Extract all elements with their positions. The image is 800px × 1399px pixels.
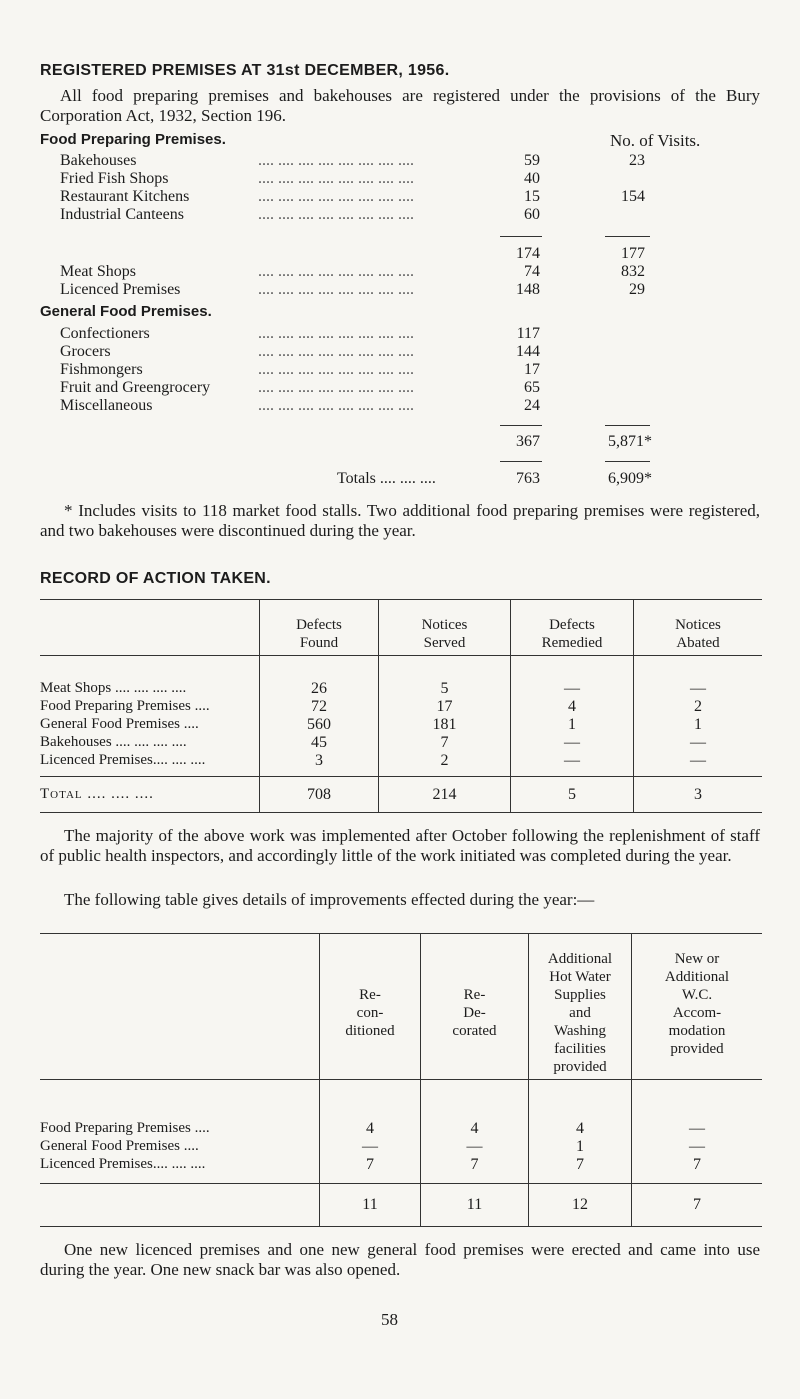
table-cell: — [690, 752, 706, 769]
list-item-count: 148 [516, 281, 540, 298]
column-header-line: corated [452, 1023, 497, 1039]
table-cell: 2 [440, 752, 449, 769]
table-cell: 4 [568, 698, 576, 715]
dot-leader: .... .... .... .... .... .... .... .... [258, 152, 414, 169]
subtotal-count: 367 [516, 433, 540, 450]
column-header-line: De- [463, 1005, 486, 1021]
table-cell: 45 [311, 734, 327, 751]
footnote: * Includes visits to 118 market food stalls. Two additional food preparing premises were registered, and two bakehouses were discontinued during the year. [40, 501, 760, 540]
table-cell: — [564, 734, 580, 751]
totals-count: 763 [516, 470, 540, 487]
dot-leader: .... .... .... .... .... .... .... .... [258, 188, 414, 205]
list-item-label: Meat Shops [60, 263, 136, 280]
table-rule [40, 1079, 762, 1080]
dot-leader: .... .... .... .... .... .... .... .... [258, 343, 414, 360]
table-cell: 1 [694, 716, 702, 733]
column-header-line: Remedied [541, 635, 603, 651]
table-rule [319, 933, 320, 1226]
table-rule [40, 1226, 762, 1227]
table-cell: 3 [315, 752, 323, 769]
column-header-line: Notices [675, 617, 721, 633]
intro-paragraph: All food preparing premises and bakehouses are registered under the provisions of the Bury Corporation Act, 1932, Section 196. [40, 86, 760, 125]
dot-leader: .... .... .... .... .... .... .... .... [258, 263, 414, 280]
column-header-line: modation [668, 1023, 726, 1039]
column-header-line: and [569, 1005, 591, 1021]
list-item-label: Restaurant Kitchens [60, 188, 190, 205]
table-cell: 708 [307, 786, 331, 803]
list-item-label: Industrial Canteens [60, 206, 184, 223]
table-total-cell: 11 [466, 1196, 483, 1213]
list-item-label: Grocers [60, 343, 111, 360]
table-cell: — [362, 1138, 378, 1155]
column-header-line: Served [423, 635, 466, 651]
list-item-visits: 23 [629, 152, 645, 169]
table-cell: 4 [576, 1120, 584, 1137]
rule [605, 461, 650, 462]
column-header-line: Re- [463, 987, 486, 1003]
table-cell: 5 [568, 786, 576, 803]
table-cell: 4 [366, 1120, 374, 1137]
list-item-count: 17 [524, 361, 540, 378]
list-item-label: Confectioners [60, 325, 150, 342]
visits-header: No. of Visits. [610, 131, 701, 150]
column-header [260, 616, 378, 652]
column-header-line: Abated [676, 635, 720, 651]
column-header-line: Found [299, 635, 339, 651]
rule [500, 236, 542, 237]
list-item-count: 40 [524, 170, 540, 187]
column-header-line: provided [670, 1041, 724, 1057]
column-header-line: Re- [359, 987, 381, 1003]
list-item-count: 24 [524, 397, 540, 414]
table-cell: 181 [432, 716, 457, 733]
general-food-heading: General Food Premises. [40, 303, 212, 320]
dot-leader: .... .... .... .... .... .... .... .... [258, 379, 414, 396]
dot-leader: .... .... .... .... .... .... .... .... [258, 325, 414, 342]
column-header-line: W.C. [681, 987, 713, 1003]
rule [605, 425, 650, 426]
list-item-visits: 154 [621, 188, 645, 205]
list-item-count: 65 [524, 379, 540, 396]
list-item-visits: 832 [621, 263, 645, 280]
dot-leader: .... .... .... .... .... .... .... .... [258, 397, 414, 414]
subtotal-visits: 177 [621, 245, 645, 262]
table-cell: — [690, 680, 706, 697]
subtotal-visits: 5,871* [608, 433, 652, 450]
table-cell: 3 [694, 786, 702, 803]
list-item-count: 117 [516, 325, 540, 342]
table-row-label: Food Preparing Premises .... [40, 1120, 210, 1136]
column-header-line: Additional [664, 969, 730, 985]
table-cell: 4 [470, 1120, 479, 1137]
table-cell: — [689, 1138, 705, 1155]
paragraph: The majority of the above work was implemented after October following the replenishment of staff of public health inspectors, and accordingly little of the work initiated was completed during the year. [40, 826, 760, 865]
list-item-label: Fried Fish Shops [60, 170, 169, 187]
table-cell: 2 [694, 698, 702, 715]
table-row-label: Meat Shops .... .... .... .... [40, 680, 187, 696]
dot-leader: .... .... .... .... .... .... .... .... [258, 170, 414, 187]
column-header-line: Additional [547, 951, 613, 967]
column-header-line: Accom- [672, 1005, 722, 1021]
list-item-label: Bakehouses [60, 152, 137, 169]
page-number: 58 [381, 1310, 398, 1329]
table-cell: — [466, 1138, 483, 1155]
table-cell: 5 [440, 680, 449, 697]
rule [500, 425, 542, 426]
column-header [632, 950, 762, 1058]
column-header [320, 986, 420, 1040]
column-header-line: provided [553, 1059, 607, 1075]
column-header-line: New or [674, 951, 720, 967]
column-header-line: facilities [554, 1041, 606, 1057]
paragraph: The following table gives details of improvements effected during the year:— [64, 890, 595, 909]
column-header-line: Washing [553, 1023, 607, 1039]
table-row-label: General Food Premises .... [40, 1138, 199, 1154]
table-cell: 7 [576, 1156, 584, 1173]
column-header [634, 616, 762, 652]
list-item-label: Miscellaneous [60, 397, 153, 414]
table-cell: 7 [366, 1156, 374, 1173]
table-row-label: General Food Premises .... [40, 716, 199, 732]
dot-leader: .... .... .... .... .... .... .... .... [258, 361, 414, 378]
table-cell: — [690, 734, 706, 751]
column-header-line: ditioned [345, 1023, 395, 1039]
table-row-label: Licenced Premises.... .... .... [40, 1156, 206, 1172]
table-cell: 26 [311, 680, 327, 697]
table-cell: 17 [436, 698, 453, 715]
table-rule [40, 776, 762, 777]
rule [500, 461, 542, 462]
table-rule [40, 599, 762, 600]
list-item-visits: 29 [629, 281, 645, 298]
closing-paragraph: One new licenced premises and one new general food premises were erected and came into use during the year. One new snack bar was also opened. [40, 1240, 760, 1279]
totals-visits: 6,909* [608, 470, 652, 487]
subtotal-count: 174 [516, 245, 540, 262]
dot-leader: .... .... .... .... .... .... .... .... [258, 206, 414, 223]
column-header [529, 950, 631, 1076]
table-rule [420, 933, 421, 1226]
column-header-line: Defects [549, 617, 595, 633]
column-header-line: Defects [296, 617, 342, 633]
page-title: REGISTERED PREMISES AT 31st DECEMBER, 1956. [40, 62, 450, 79]
dot-leader: .... .... .... .... .... .... .... .... [258, 281, 414, 298]
list-item-count: 59 [524, 152, 540, 169]
table-cell: 1 [576, 1138, 584, 1155]
table-rule [40, 812, 762, 813]
record-heading: RECORD OF ACTION TAKEN. [40, 570, 271, 587]
list-item-count: 15 [524, 188, 540, 205]
table-cell: — [689, 1120, 705, 1137]
column-header-line: Supplies [554, 987, 606, 1003]
column-header [379, 616, 510, 652]
totals-label: Totals .... .... .... [337, 470, 436, 487]
table-cell: 214 [432, 786, 457, 803]
table-cell: 7 [440, 734, 449, 751]
list-item-label: Fruit and Greengrocery [60, 379, 211, 396]
table-row-label: Food Preparing Premises .... [40, 698, 210, 714]
list-item-count: 60 [524, 206, 540, 223]
table-cell: — [564, 680, 580, 697]
table-cell: 560 [307, 716, 331, 733]
table-row-label: Licenced Premises.... .... .... [40, 752, 206, 768]
table-cell: — [564, 752, 580, 769]
list-item-label: Fishmongers [60, 361, 143, 378]
list-item-count: 74 [524, 263, 540, 280]
table-cell: 7 [470, 1156, 479, 1173]
table-cell: 72 [311, 698, 327, 715]
column-header-line: Notices [421, 617, 468, 633]
list-item-label: Licenced Premises [60, 281, 181, 298]
column-header-line: Hot Water [549, 969, 611, 985]
table-rule [40, 933, 762, 934]
table-total-cell: 7 [693, 1196, 701, 1213]
column-header-line: con- [356, 1005, 384, 1021]
table-cell: 1 [568, 716, 576, 733]
column-header [511, 616, 633, 652]
table-total-label: Total .... .... .... [40, 786, 154, 802]
table-rule [40, 1183, 762, 1184]
table-cell: 7 [693, 1156, 701, 1173]
table-total-cell: 11 [362, 1196, 378, 1213]
table-total-cell: 12 [572, 1196, 588, 1213]
list-item-count: 144 [516, 343, 540, 360]
table-rule [40, 655, 762, 656]
food-preparing-heading: Food Preparing Premises. [40, 131, 226, 148]
rule [605, 236, 650, 237]
column-header [421, 986, 528, 1040]
table-row-label: Bakehouses .... .... .... .... [40, 734, 187, 750]
